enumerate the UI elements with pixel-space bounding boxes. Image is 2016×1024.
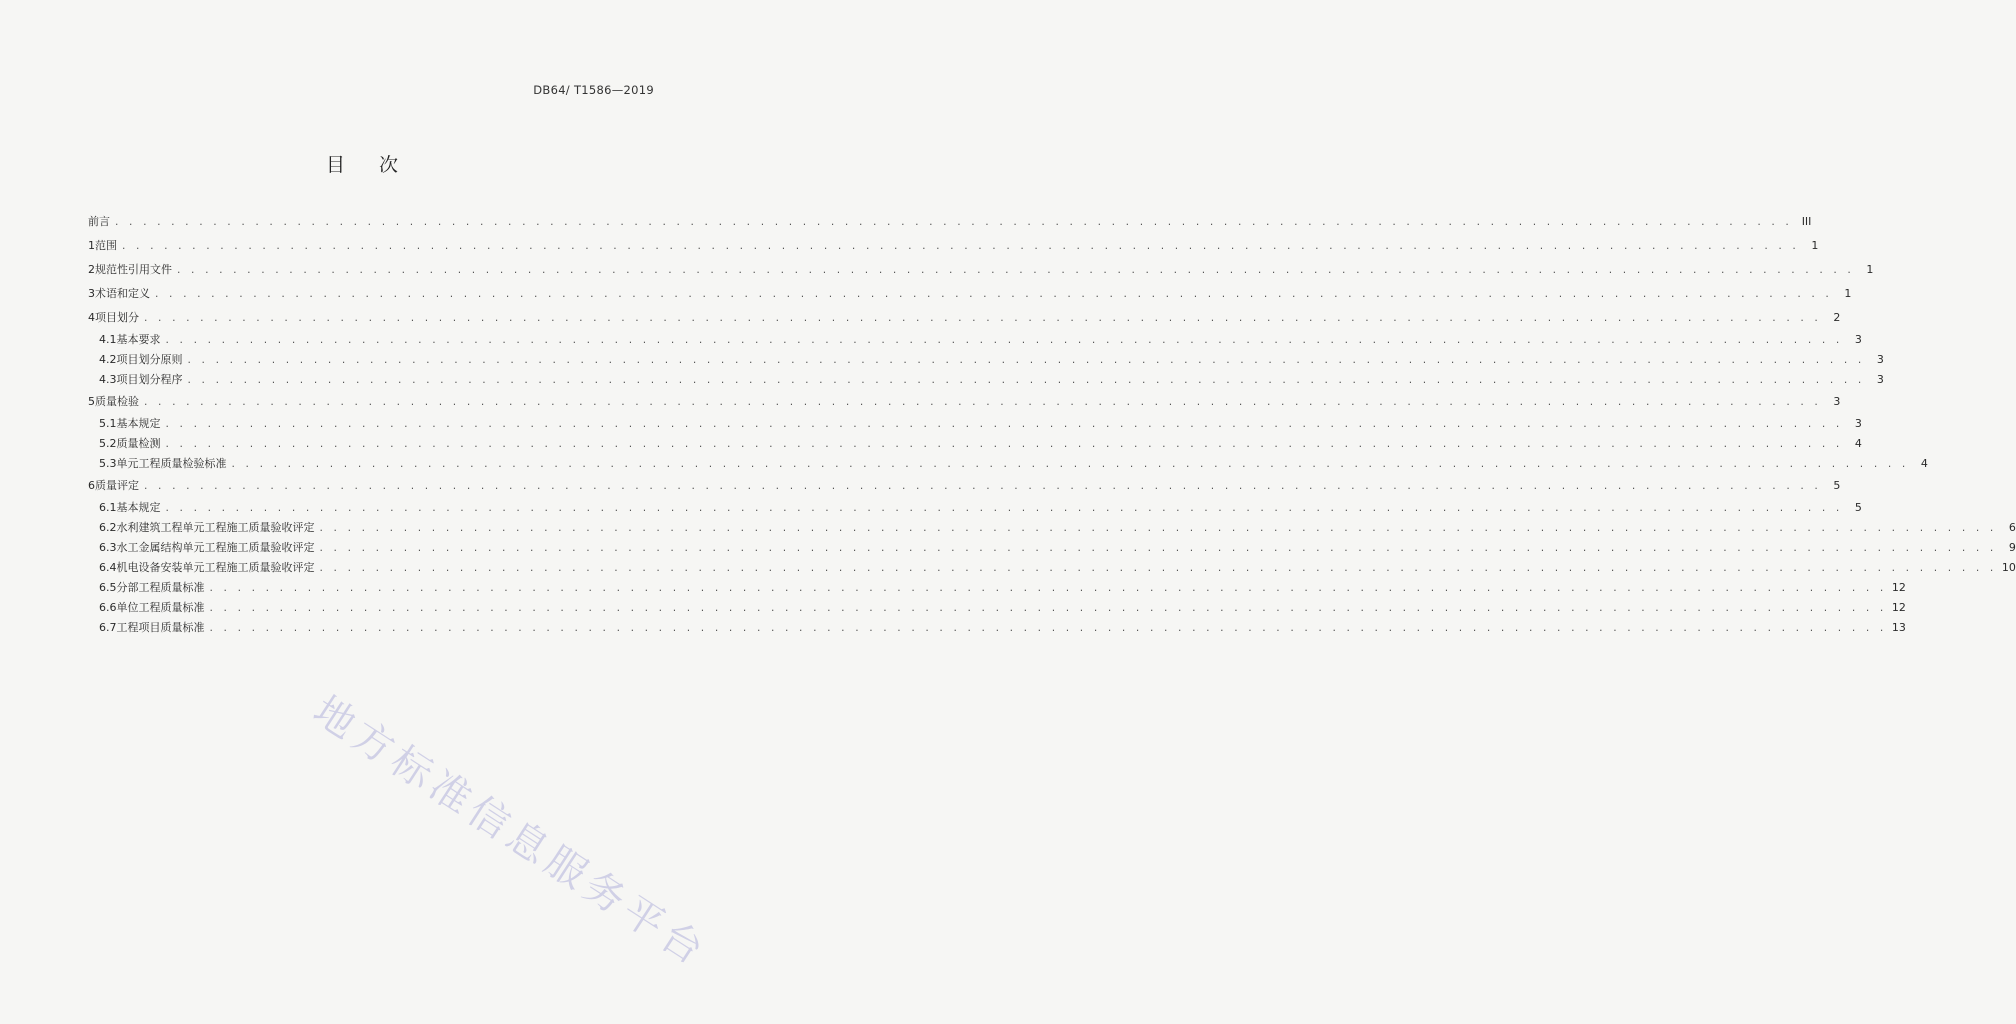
toc-entry[interactable] — [88, 330, 1862, 350]
toc-entry-number: 6 — [88, 479, 95, 492]
toc-entry-title: 基本要求 — [116, 333, 161, 346]
toc-entry-number: 3 — [88, 287, 95, 300]
toc-entry-page: 1 — [1811, 239, 1819, 252]
toc-entry-title: 项目划分程序 — [116, 373, 183, 386]
toc-dot-leader: . . . . . . . . . . . . . . . . . . . . . . . . . . . . . . . . . . . . . . . . . . . . . . . . . . . . . . . . . . . . . . . . . . . . . . . . . . . . . . . . . . . . . . . . . . . . . . . . . . . . . . . . . . . . . . . . . . . . . . . . — [186, 376, 1864, 386]
title-char-2: 次 — [379, 154, 399, 176]
toc-entry-title: 单元工程质量检验标准 — [116, 457, 227, 470]
toc-entry-title: 分部工程质量标准 — [116, 581, 205, 594]
toc-entry-title: 基本规定 — [116, 501, 161, 514]
toc-entry-page: 9 — [2008, 541, 2016, 554]
toc-entry-title: 机电设备安装单元工程施工质量验收评定 — [116, 561, 315, 574]
page-title — [0, 150, 724, 177]
toc-entry[interactable] — [88, 538, 2016, 558]
toc-dot-leader: . . . . . . . . . . . . . . . . . . . . . . . . . . . . . . . . . . . . . . . . . . . . . . . . . . . . . . . . . . . . . . . . . . . . . . . . . . . . . . . . . . . . . . . . . . . . . . . . . . . . . . . . . . . . . . . . . . . . . . . . — [208, 604, 1886, 614]
toc-entry-title: 范围 — [95, 239, 117, 252]
toc-entry[interactable] — [88, 618, 1906, 638]
toc-dot-leader: . . . . . . . . . . . . . . . . . . . . . . . . . . . . . . . . . . . . . . . . . . . . . . . . . . . . . . . . . . . . . . . . . . . . . . . . . . . . . . . . . . . . . . . . . . . . . . . . . . . . . . . . . . . . . . . . . . . . . . . . — [114, 218, 1792, 228]
toc-entry[interactable] — [88, 498, 1862, 518]
toc-entry-page: 1 — [1844, 287, 1852, 300]
toc-entry[interactable] — [88, 370, 1884, 390]
toc-entry-page: 3 — [1876, 373, 1884, 386]
toc-entry-page: III — [1801, 215, 1812, 228]
toc-entry-page: 1 — [1866, 263, 1874, 276]
toc-entry-title: 规范性引用文件 — [95, 263, 172, 276]
toc-entry-number: 5.3 — [99, 457, 117, 470]
toc-dot-leader: . . . . . . . . . . . . . . . . . . . . . . . . . . . . . . . . . . . . . . . . . . . . . . . . . . . . . . . . . . . . . . . . . . . . . . . . . . . . . . . . . . . . . . . . . . . . . . . . . . . . . . . . . . . . . . . . . . . . . . . . — [208, 584, 1886, 594]
toc-entry-page: 12 — [1891, 581, 1906, 594]
toc-dot-leader: . . . . . . . . . . . . . . . . . . . . . . . . . . . . . . . . . . . . . . . . . . . . . . . . . . . . . . . . . . . . . . . . . . . . . . . . . . . . . . . . . . . . . . . . . . . . . . . . . . . . . . . . . . . . . . . . . . . . . . . . — [318, 544, 1996, 554]
toc-entry-page: 3 — [1833, 395, 1841, 408]
toc-entry-number: 2 — [88, 263, 95, 276]
toc-entry[interactable] — [88, 518, 2016, 538]
toc-dot-leader: . . . . . . . . . . . . . . . . . . . . . . . . . . . . . . . . . . . . . . . . . . . . . . . . . . . . . . . . . . . . . . . . . . . . . . . . . . . . . . . . . . . . . . . . . . . . . . . . . . . . . . . . . . . . . . . . . . . . . . . . — [143, 314, 1821, 324]
toc-entry[interactable] — [88, 434, 1862, 454]
toc-dot-leader: . . . . . . . . . . . . . . . . . . . . . . . . . . . . . . . . . . . . . . . . . . . . . . . . . . . . . . . . . . . . . . . . . . . . . . . . . . . . . . . . . . . . . . . . . . . . . . . . . . . . . . . . . . . . . . . . . . . . . . . . — [164, 504, 1842, 514]
toc-entry-number: 6.7 — [99, 621, 117, 634]
toc-dot-leader: . . . . . . . . . . . . . . . . . . . . . . . . . . . . . . . . . . . . . . . . . . . . . . . . . . . . . . . . . . . . . . . . . . . . . . . . . . . . . . . . . . . . . . . . . . . . . . . . . . . . . . . . . . . . . . . . . . . . . . . . — [164, 336, 1842, 346]
toc-entry-number: 4 — [88, 311, 95, 324]
toc-entry-page: 2 — [1833, 311, 1841, 324]
toc-entry-number: 6.1 — [99, 501, 117, 514]
toc-entry[interactable] — [88, 210, 1812, 234]
document-code: DB64/ T1586—2019 — [533, 83, 654, 97]
toc-dot-leader: . . . . . . . . . . . . . . . . . . . . . . . . . . . . . . . . . . . . . . . . . . . . . . . . . . . . . . . . . . . . . . . . . . . . . . . . . . . . . . . . . . . . . . . . . . . . . . . . . . . . . . . . . . . . . . . . . . . . . . . . — [121, 242, 1799, 252]
toc-entry-number: 4.3 — [99, 373, 117, 386]
toc-entry[interactable] — [88, 234, 1819, 258]
toc-entry-page: 3 — [1854, 417, 1862, 430]
toc-entry[interactable] — [88, 258, 1874, 282]
toc-entry-title: 水工金属结构单元工程施工质量验收评定 — [116, 541, 315, 554]
toc-entry-title: 水利建筑工程单元工程施工质量验收评定 — [116, 521, 315, 534]
toc-entry-page: 13 — [1891, 621, 1906, 634]
toc-dot-leader: . . . . . . . . . . . . . . . . . . . . . . . . . . . . . . . . . . . . . . . . . . . . . . . . . . . . . . . . . . . . . . . . . . . . . . . . . . . . . . . . . . . . . . . . . . . . . . . . . . . . . . . . . . . . . . . . . . . . . . . . — [164, 440, 1842, 450]
toc-dot-leader: . . . . . . . . . . . . . . . . . . . . . . . . . . . . . . . . . . . . . . . . . . . . . . . . . . . . . . . . . . . . . . . . . . . . . . . . . . . . . . . . . . . . . . . . . . . . . . . . . . . . . . . . . . . . . . . . . . . . . . . . — [143, 398, 1821, 408]
toc-entry-number: 6.3 — [99, 541, 117, 554]
toc-entry-title: 项目划分 — [95, 311, 139, 324]
toc-entry-page: 3 — [1854, 333, 1862, 346]
toc-entry[interactable] — [88, 350, 1884, 370]
toc-dot-leader: . . . . . . . . . . . . . . . . . . . . . . . . . . . . . . . . . . . . . . . . . . . . . . . . . . . . . . . . . . . . . . . . . . . . . . . . . . . . . . . . . . . . . . . . . . . . . . . . . . . . . . . . . . . . . . . . . . . . . . . . — [143, 482, 1821, 492]
toc-entry-number: 1 — [88, 239, 95, 252]
toc-entry-page: 3 — [1876, 353, 1884, 366]
toc-dot-leader: . . . . . . . . . . . . . . . . . . . . . . . . . . . . . . . . . . . . . . . . . . . . . . . . . . . . . . . . . . . . . . . . . . . . . . . . . . . . . . . . . . . . . . . . . . . . . . . . . . . . . . . . . . . . . . . . . . . . . . . . — [230, 460, 1908, 470]
toc-entry-title: 工程项目质量标准 — [116, 621, 205, 634]
toc-entry-page: 4 — [1920, 457, 1928, 470]
toc-entry[interactable] — [88, 474, 1841, 498]
toc-entry-number: 6.2 — [99, 521, 117, 534]
toc-entry[interactable] — [88, 282, 1852, 306]
toc-entry-number: 5.2 — [99, 437, 117, 450]
toc-entry[interactable] — [88, 390, 1841, 414]
toc-entry-number: 6.4 — [99, 561, 117, 574]
toc-entry-title: 质量评定 — [95, 479, 139, 492]
toc-entry-title: 项目划分原则 — [116, 353, 183, 366]
toc-entry[interactable] — [88, 598, 1906, 618]
toc-entry-number: 4.2 — [99, 353, 117, 366]
toc-entry[interactable] — [88, 414, 1862, 434]
toc-entry[interactable] — [88, 454, 1928, 474]
toc-entry-title: 前言 — [88, 215, 110, 228]
toc-entry-title: 基本规定 — [116, 417, 161, 430]
toc-dot-leader: . . . . . . . . . . . . . . . . . . . . . . . . . . . . . . . . . . . . . . . . . . . . . . . . . . . . . . . . . . . . . . . . . . . . . . . . . . . . . . . . . . . . . . . . . . . . . . . . . . . . . . . . . . . . . . . . . . . . . . . . — [208, 624, 1886, 634]
toc-entry-number: 5.1 — [99, 417, 117, 430]
toc-entry-page: 12 — [1891, 601, 1906, 614]
toc-dot-leader: . . . . . . . . . . . . . . . . . . . . . . . . . . . . . . . . . . . . . . . . . . . . . . . . . . . . . . . . . . . . . . . . . . . . . . . . . . . . . . . . . . . . . . . . . . . . . . . . . . . . . . . . . . . . . . . . . . . . . . . . — [318, 524, 1996, 534]
toc-entry-number: 6.5 — [99, 581, 117, 594]
toc-entry-title: 质量检验 — [95, 395, 139, 408]
toc-entry[interactable] — [88, 306, 1841, 330]
toc-dot-leader: . . . . . . . . . . . . . . . . . . . . . . . . . . . . . . . . . . . . . . . . . . . . . . . . . . . . . . . . . . . . . . . . . . . . . . . . . . . . . . . . . . . . . . . . . . . . . . . . . . . . . . . . . . . . . . . . . . . . . . . . — [186, 356, 1864, 366]
toc-dot-leader: . . . . . . . . . . . . . . . . . . . . . . . . . . . . . . . . . . . . . . . . . . . . . . . . . . . . . . . . . . . . . . . . . . . . . . . . . . . . . . . . . . . . . . . . . . . . . . . . . . . . . . . . . . . . . . . . . . . . . . . . — [164, 420, 1842, 430]
toc-entry-page: 10 — [2001, 561, 2016, 574]
toc-entry-page: 6 — [2008, 521, 2016, 534]
toc-entry[interactable] — [88, 578, 1906, 598]
toc-entry-title: 术语和定义 — [95, 287, 150, 300]
toc-entry-page: 4 — [1854, 437, 1862, 450]
table-of-contents — [88, 210, 2016, 638]
toc-entry-number: 4.1 — [99, 333, 117, 346]
toc-entry-page: 5 — [1833, 479, 1841, 492]
toc-dot-leader: . . . . . . . . . . . . . . . . . . . . . . . . . . . . . . . . . . . . . . . . . . . . . . . . . . . . . . . . . . . . . . . . . . . . . . . . . . . . . . . . . . . . . . . . . . . . . . . . . . . . . . . . . . . . . . . . . . . . . . . . — [154, 290, 1832, 300]
toc-entry-page: 5 — [1854, 501, 1862, 514]
toc-entry-number: 6.6 — [99, 601, 117, 614]
toc-entry-title: 单位工程质量标准 — [116, 601, 205, 614]
toc-entry-title: 质量检测 — [116, 437, 161, 450]
toc-entry-number: 5 — [88, 395, 95, 408]
toc-dot-leader: . . . . . . . . . . . . . . . . . . . . . . . . . . . . . . . . . . . . . . . . . . . . . . . . . . . . . . . . . . . . . . . . . . . . . . . . . . . . . . . . . . . . . . . . . . . . . . . . . . . . . . . . . . . . . . . . . . . . . . . . — [176, 266, 1854, 276]
watermark-stamp: 地方标准信息服务平台 — [305, 687, 716, 977]
toc-entry[interactable] — [88, 558, 2016, 578]
toc-dot-leader: . . . . . . . . . . . . . . . . . . . . . . . . . . . . . . . . . . . . . . . . . . . . . . . . . . . . . . . . . . . . . . . . . . . . . . . . . . . . . . . . . . . . . . . . . . . . . . . . . . . . . . . . . . . . . . . . . . . . . . . . — [318, 564, 1996, 574]
title-char-1: 目 — [325, 154, 345, 176]
